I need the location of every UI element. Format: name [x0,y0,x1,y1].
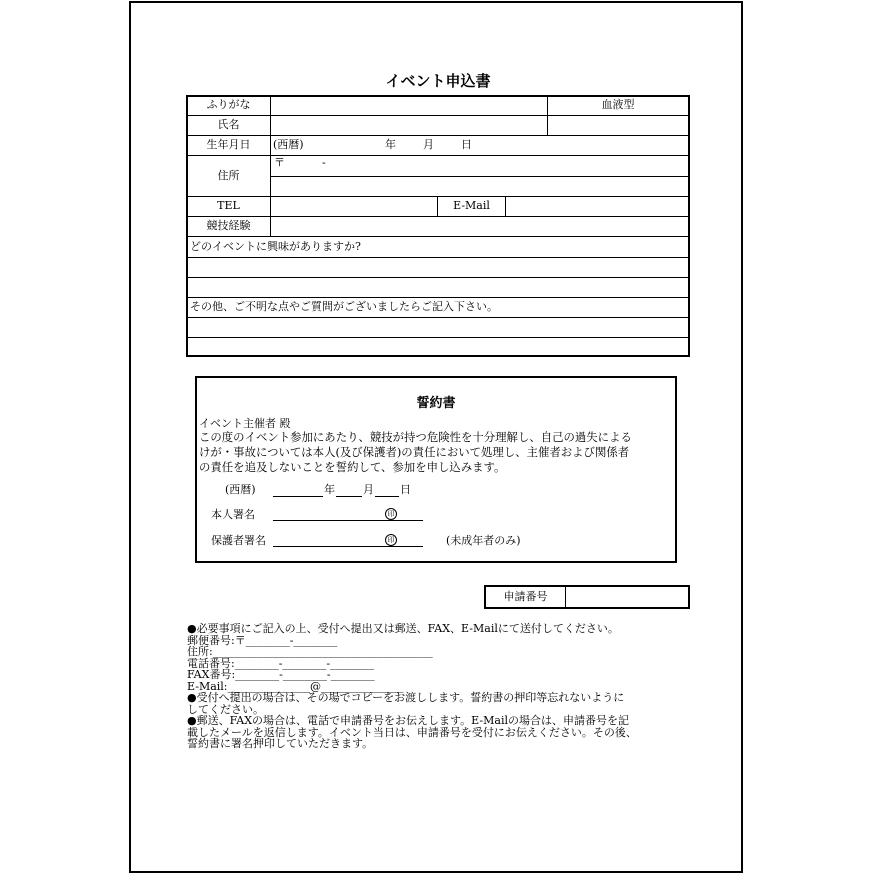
row-line [187,257,689,258]
pledge-body-line: この度のイベント参加にあたり、競技が持つ危険性を十分理解し、自己の過失による [199,430,632,444]
form-title: イベント申込書 [385,72,491,90]
pledge-month-line[interactable] [336,496,362,497]
row-line [187,317,689,318]
birth-date-label: 生年月日 [206,138,251,151]
tel-label: TEL [217,199,240,212]
furigana-field[interactable] [271,99,546,113]
postal-dash: - [322,156,326,169]
pledge-year-unit: 年 [324,483,335,496]
pledge-month-unit: 月 [363,483,374,496]
address-label: 住所 [217,169,240,182]
row-line [187,196,689,197]
address-field[interactable] [271,178,688,194]
furigana-label: ふりがな [206,98,251,111]
row-line [187,236,689,237]
self-signature-label: 本人署名 [211,508,255,521]
note-line: 載したメールを返信します。イベント当日は、申請番号を受付にお伝えください。その後、 [187,725,637,739]
pledge-date-era: (西暦) [225,483,256,496]
experience-label: 競技経験 [206,219,251,232]
interest-answer-field[interactable] [188,259,688,295]
tel-field[interactable] [271,199,436,214]
note-line: ●受付へ提出の場合は、その場でコピーをお渡しします。誓約書の押印等忘れないように [187,691,625,704]
row-line [187,115,689,116]
row-line [187,216,689,217]
note-line: ●郵送、FAXの場合は、電話で申請番号をお伝えします。E-Mailの場合は、申請番号を記 [187,714,629,727]
pledge-addressee: イベント主催者 殿 [199,417,291,430]
fax-line: FAX番号:________-________-________ [187,668,375,681]
other-answer-field[interactable] [188,319,688,355]
blood-type-label: 血液型 [601,98,635,111]
interest-question: どのイベントに興味がありますか? [190,240,361,253]
guardian-signature-label: 保護者署名 [211,534,266,547]
self-signature-line[interactable] [273,520,423,521]
email-label: E-Mail [453,199,490,212]
pledge-day-line[interactable] [375,496,399,497]
row-line [187,155,689,156]
note-line: してください。 [187,702,264,716]
notes [187,623,707,750]
guardian-signature-line[interactable] [273,546,423,547]
row-line [270,176,689,177]
address-line: 住所:________________________________________ [187,645,433,658]
application-number-label: 申請番号 [503,590,548,603]
birth-day-unit: 日 [461,138,472,151]
row-line [187,297,689,298]
phone-line: 電話番号:________-________-________ [187,656,375,670]
pledge-day-unit: 日 [400,483,411,496]
seal-icon: 印 [385,508,397,520]
blood-type-field[interactable] [548,118,688,133]
note-line: ●必要事項にご記入の上、受付へ提出又は郵送、FAX、E-Mailにて送付してください。 [187,622,619,635]
minor-only-note: (未成年者のみ) [446,534,521,547]
postal-line: 郵便番号:〒________-________ [187,633,338,647]
pledge-body-line: けが・事故については本人(及び保護者)の責任において処理し、主催者および関係者 [199,445,630,459]
col-line [565,586,566,608]
application-number-field[interactable] [567,588,687,606]
name-field[interactable] [271,118,546,133]
birth-era: (西暦) [273,138,304,151]
pledge-title: 誓約書 [416,396,456,411]
birth-year-unit: 年 [385,138,396,151]
experience-field[interactable] [271,219,688,234]
note-line: 誓約書に署名押印していただきます。 [187,737,374,750]
email-field[interactable] [506,199,688,214]
name-label: 氏名 [217,118,240,131]
row-line [187,135,689,136]
seal-icon: 印 [385,534,397,546]
other-question: その他、ご不明な点やご質問がございましたらご記入下さい。 [190,300,498,313]
postal-mark: 〒 [274,156,285,169]
email-line: E-Mail:_______________@_______________ [187,679,404,693]
pledge-year-line[interactable] [273,496,323,497]
pledge-body-line: の責任を追及しないことを誓約して、参加を申し込みます。 [199,460,506,474]
birth-month-unit: 月 [423,138,434,151]
